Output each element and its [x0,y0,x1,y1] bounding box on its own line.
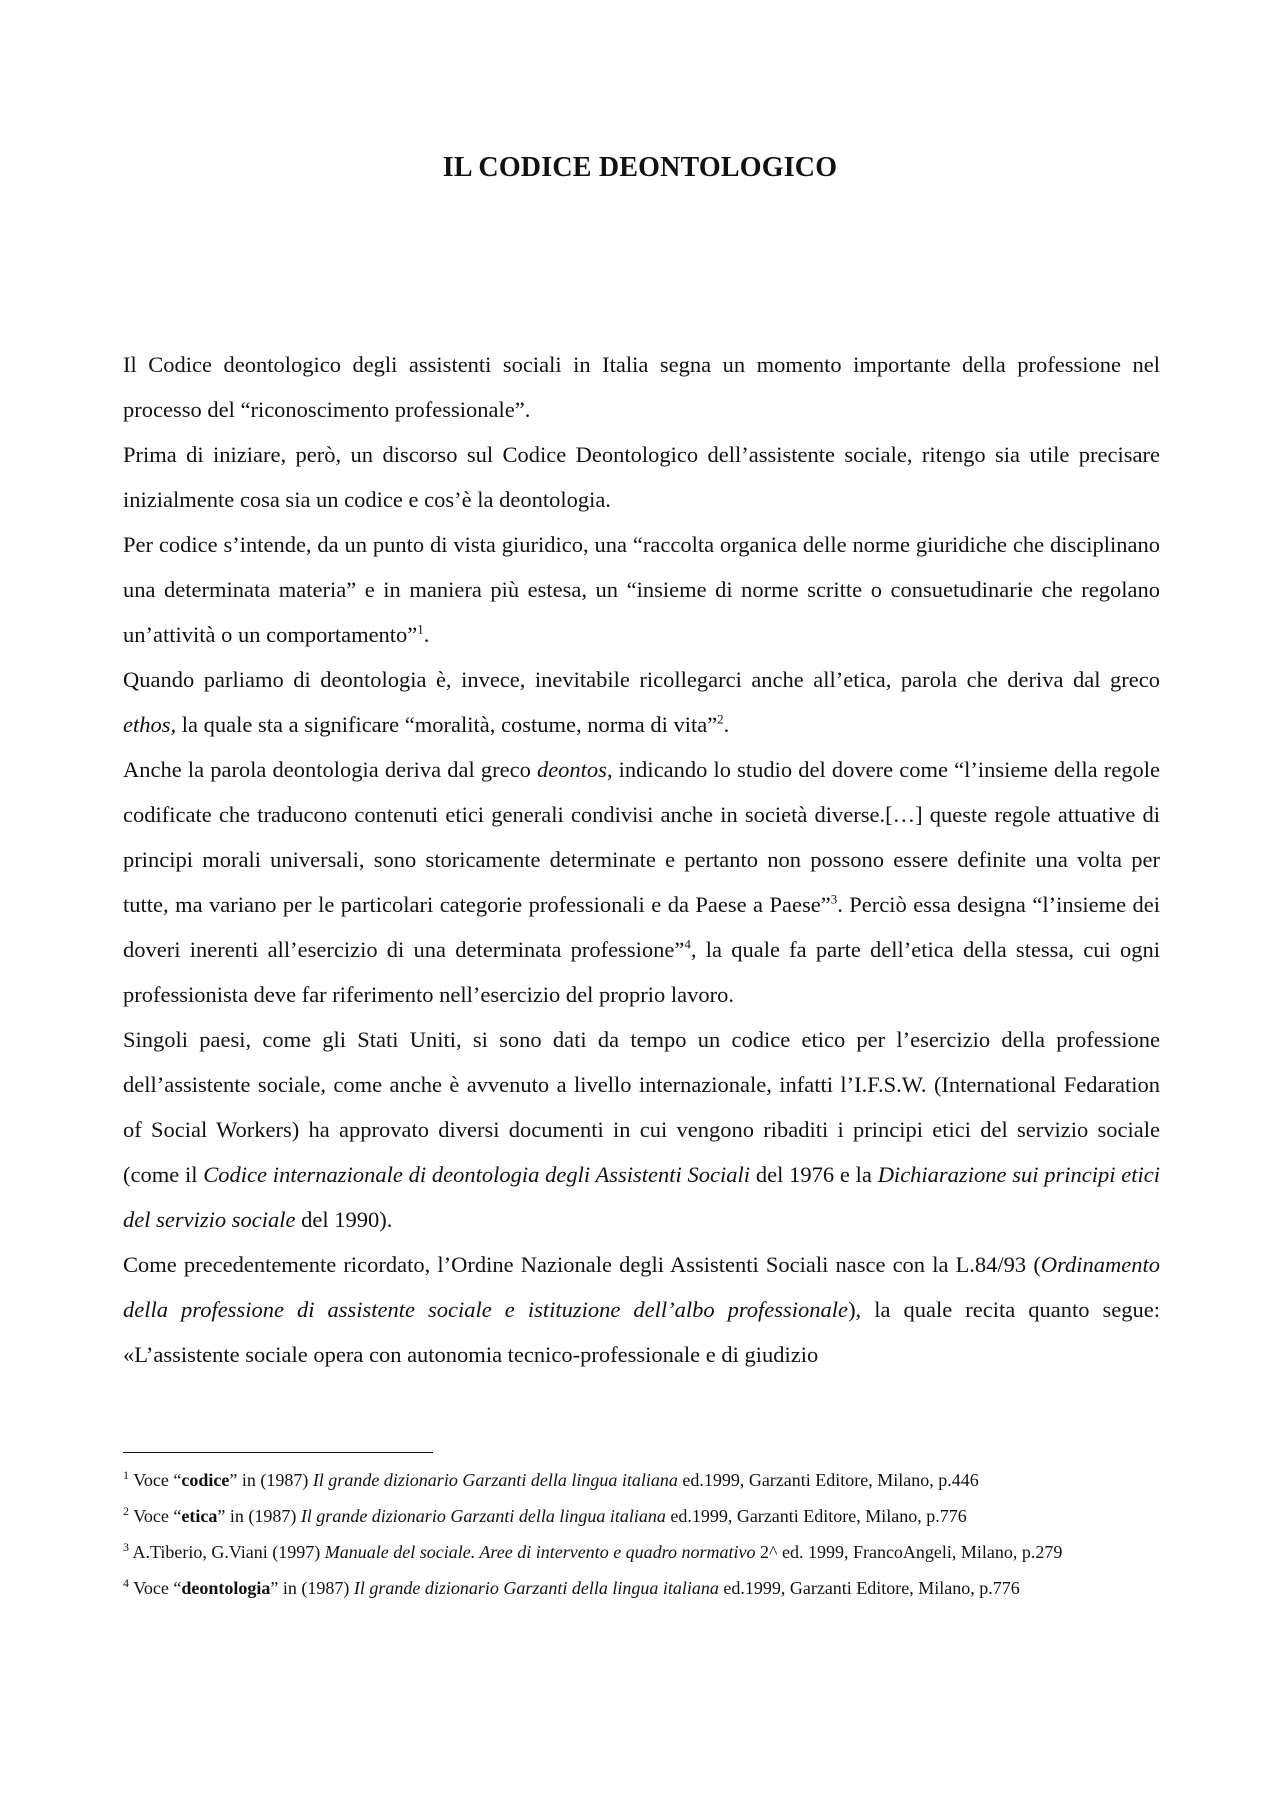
page-title: IL CODICE DEONTOLOGICO [442,152,838,183]
paragraph-text: Come precedentemente ricordato, l’Ordine Nazionale degli Assistenti Sociali nasce con la L.84/93 ( [123,1252,1041,1277]
footnote-source-title: Il grande dizionario Garzanti della lingua italiana [300,1506,666,1526]
footnote-text: 2^ ed. 1999, FrancoAngeli, Milano, p.279 [755,1542,1063,1562]
footnote-source-title: Il grande dizionario Garzanti della lingua italiana [312,1470,678,1490]
footnote-ref-2: 2 [717,711,724,727]
paragraph-text: Singoli paesi, come gli Stati Uniti, si sono dati da tempo un codice etico per l’esercizio della professione dell’assistente sociale, come anche è avvenuto a livello internazionale, infatti l’I.F.S.W. (International Fedaration of Social Workers) ha approvato diversi documenti in cui vengono ribaditi i principi etici del servizio sociale (come il [123,1027,1160,1187]
paragraph-text: Anche la parola deontologia deriva dal greco [123,757,537,782]
paragraph-1 [123,342,1160,432]
footnote-ref-4: 4 [684,936,691,952]
footnote-3 [123,1536,1160,1568]
paragraph-text: , la quale fa parte dell’etica della stessa, cui ogni professionista deve far riferimento nell’esercizio del proprio lavoro. [123,937,1160,1007]
paragraph-text: la quale sta a significare “moralità, costume, norma di vita” [176,712,718,737]
paragraph-text: Quando parliamo di deontologia è, invece, inevitabile ricollegarci anche all’etica, parola che deriva dal greco [123,667,1160,692]
footnote-term: deontologia [181,1578,271,1598]
footnote-term: codice [181,1470,230,1490]
footnote-text: Voce “ [133,1506,182,1526]
footnote-term: etica [181,1506,218,1526]
footnote-4 [123,1572,1160,1604]
paragraph-2 [123,432,1160,522]
italic-term-deontos: deontos [536,757,607,782]
footnote-number: 3 [123,1540,129,1554]
footnote-text: Voce “ [133,1578,182,1598]
footnote-number: 4 [123,1576,129,1590]
paragraph-6 [123,1017,1160,1242]
italic-title-ordinamento: Ordinamento della professione di assistente sociale e istituzione dell’albo professionale [123,1252,1160,1322]
footnote-2 [123,1500,1160,1532]
paragraph-5 [123,747,1160,1017]
paragraph-3 [123,522,1160,657]
footnote-text: A.Tiberio, G.Viani (1997) [132,1542,325,1562]
footnote-number: 1 [123,1468,129,1482]
footnote-number: 2 [123,1504,129,1518]
italic-title-dichiarazione: Dichiarazione sui principi etici del servizio sociale [123,1162,1161,1232]
footnote-text: ed.1999, Garzanti Editore, Milano, p.776 [665,1506,967,1526]
footnote-text: ” in (1987) [229,1470,313,1490]
paragraph-text: ), la quale recita quanto segue: «L’assistente sociale opera con autonomia tecnico-professionale e di giudizio [123,1297,1160,1367]
footnote-text: ed.1999, Garzanti Editore, Milano, p.776 [718,1578,1020,1598]
italic-term-ethos: ethos, [123,712,177,737]
footnote-source-title: Manuale del sociale. Aree di intervento e quadro normativo [324,1542,756,1562]
paragraph-text: . [723,712,730,737]
paragraph-7 [123,1242,1160,1377]
footnote-ref-1: 1 [417,621,424,637]
italic-title-codice-internazionale: Codice internazionale di deontologia degli Assistenti Sociali [203,1162,751,1187]
paragraph-text: . [423,622,430,647]
paragraph-text: Per codice s’intende, da un punto di vista giuridico, una “raccolta organica delle norme giuridiche che disciplinano una determinata materia” e in maniera più estesa, un “insieme di norme scritte o consuetudinarie che regolano un’attività o un comportamento” [123,532,1160,647]
footnote-text: ” in (1987) [217,1506,301,1526]
footnote-separator [123,1452,433,1453]
paragraph-text: del 1976 e la [750,1162,878,1187]
footnote-text: ” in (1987) [270,1578,354,1598]
footnote-1 [123,1464,1160,1496]
paragraph-text: Prima di iniziare, però, un discorso sul Codice Deontologico dell’assistente sociale, ritengo sia utile precisare inizialmente cosa sia un codice e cos’è la deontologia. [123,442,1160,512]
paragraph-text: , indicando lo studio del dovere come “l’insieme della regole codificate che traducono contenuti etici generali condivisi anche in società diverse.[…] queste regole attuative di principi morali universali, sono storicamente determinate e pertanto non possono essere definite una volta per tutte, ma variano per le particolari categorie professionali e da Paese a Paese” [123,757,1160,917]
footnote-ref-3: 3 [830,891,838,907]
paragraph-4 [123,657,1160,747]
body-text [123,342,1160,1377]
footnote-text: ed.1999, Garzanti Editore, Milano, p.446 [677,1470,979,1490]
paragraph-text: . Perciò essa designa “l’insieme dei doveri inerenti all’esercizio di una determinata professione” [123,892,1160,962]
footnotes [123,1464,1160,1608]
paragraph-text: del 1990). [295,1207,393,1232]
footnote-text: Voce “ [133,1470,182,1490]
footnote-source-title: Il grande dizionario Garzanti della lingua italiana [353,1578,719,1598]
paragraph-text: Il Codice deontologico degli assistenti sociali in Italia segna un momento importante della professione nel processo del “riconoscimento professionale”. [123,352,1160,422]
